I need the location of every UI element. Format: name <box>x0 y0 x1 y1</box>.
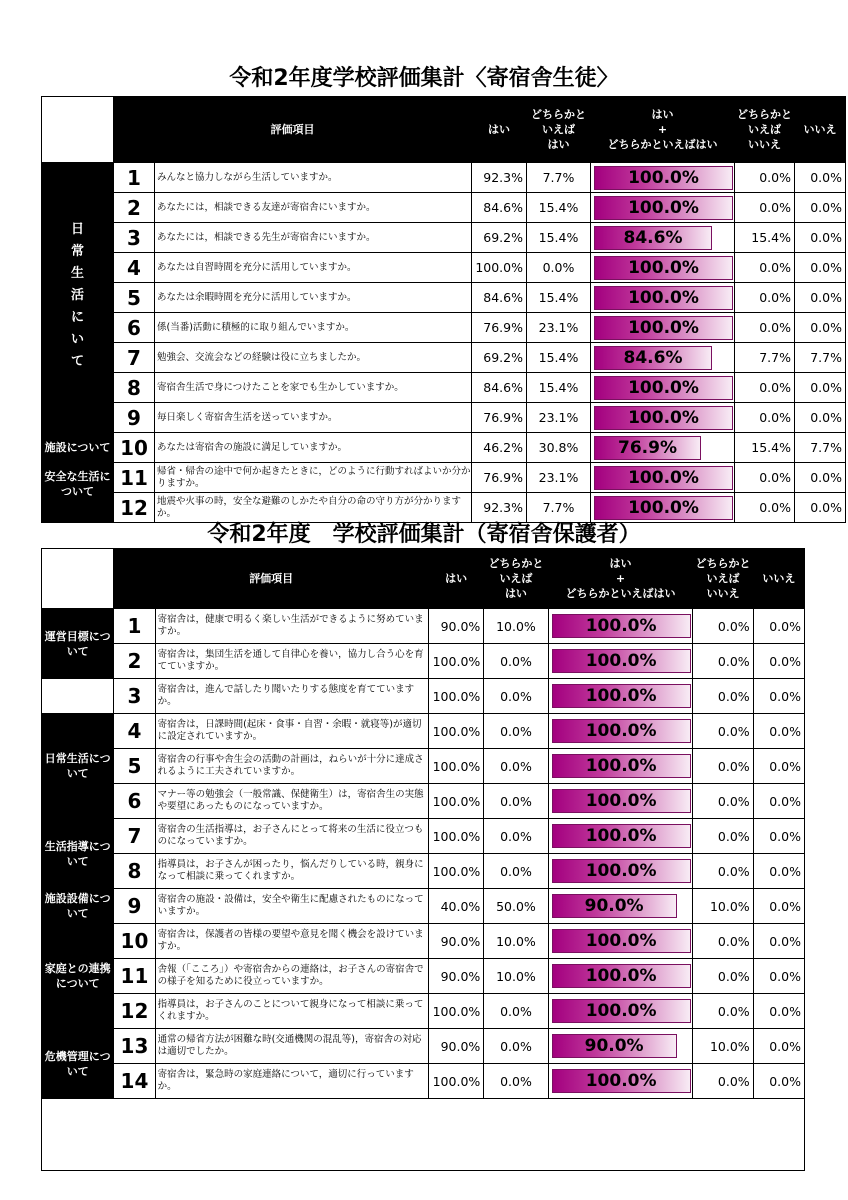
yes-percent: 76.9% <box>472 403 527 433</box>
yes-percent: 76.9% <box>472 463 527 493</box>
rather-no-percent: 7.7% <box>735 343 795 373</box>
no-percent: 0.0% <box>795 403 846 433</box>
item-number: 6 <box>114 313 155 343</box>
yes-percent: 100.0% <box>429 644 484 679</box>
table-row <box>42 924 805 959</box>
rather-no-percent: 0.0% <box>735 163 795 193</box>
item-number: 3 <box>114 223 155 253</box>
no-percent: 0.0% <box>753 854 804 889</box>
item-number: 10 <box>114 924 155 959</box>
combined-cell <box>548 819 693 854</box>
header-no: いいえ <box>753 549 804 609</box>
yes-percent: 69.2% <box>472 343 527 373</box>
rather-yes-percent: 7.7% <box>527 163 591 193</box>
header-blank <box>42 97 114 163</box>
combined-bar: 100.0% <box>594 496 733 520</box>
category-label: 家庭との連携 について <box>42 924 114 1029</box>
question-text: 毎日楽しく寄宿舎生活を送っていますか。 <box>155 403 472 433</box>
no-percent: 0.0% <box>753 749 804 784</box>
student-header-row <box>42 97 846 163</box>
rather-yes-percent: 23.1% <box>527 463 591 493</box>
item-number: 2 <box>114 193 155 223</box>
yes-percent: 100.0% <box>429 994 484 1029</box>
combined-cell <box>591 403 735 433</box>
combined-cell <box>591 463 735 493</box>
table-row <box>42 609 805 644</box>
question-text: 寄宿舎生活で身につけたことを家でも生かしていますか。 <box>155 373 472 403</box>
combined-cell <box>591 373 735 403</box>
item-number: 2 <box>114 644 155 679</box>
item-number: 12 <box>114 493 155 523</box>
category-label: 生活指導につ いて <box>42 819 114 889</box>
table-row <box>42 819 805 854</box>
item-number: 11 <box>114 463 155 493</box>
notes-box <box>41 1097 805 1171</box>
combined-cell <box>591 283 735 313</box>
combined-cell <box>548 959 693 994</box>
rather-no-percent: 0.0% <box>693 784 753 819</box>
rather-no-percent: 0.0% <box>735 463 795 493</box>
no-percent: 7.7% <box>795 343 846 373</box>
rather-no-percent: 0.0% <box>693 679 753 714</box>
rather-yes-percent: 10.0% <box>484 609 548 644</box>
question-text: あなたは余暇時間を充分に活用していますか。 <box>155 283 472 313</box>
combined-bar: 100.0% <box>594 166 733 190</box>
rather-no-percent: 0.0% <box>735 403 795 433</box>
category-label: 運営目標につ いて <box>42 609 114 679</box>
rather-yes-percent: 0.0% <box>484 854 548 889</box>
no-percent: 0.0% <box>795 313 846 343</box>
question-text: 係(当番)活動に積極的に取り組んでいますか。 <box>155 313 472 343</box>
header-no: いいえ <box>795 97 846 163</box>
table-row <box>42 679 805 714</box>
no-percent: 0.0% <box>753 889 804 924</box>
no-percent: 0.0% <box>795 223 846 253</box>
item-number: 7 <box>114 819 155 854</box>
rather-no-percent: 0.0% <box>693 924 753 959</box>
rather-yes-percent: 0.0% <box>527 253 591 283</box>
header-item: 評価項目 <box>114 97 472 163</box>
table-row <box>42 223 846 253</box>
table-row <box>42 1029 805 1064</box>
item-number: 1 <box>114 163 155 193</box>
item-number: 5 <box>114 749 155 784</box>
item-number: 3 <box>114 679 155 714</box>
rather-yes-percent: 0.0% <box>484 1029 548 1064</box>
item-number: 4 <box>114 714 155 749</box>
combined-bar: 100.0% <box>552 929 691 953</box>
yes-percent: 92.3% <box>472 163 527 193</box>
rather-no-percent: 0.0% <box>693 959 753 994</box>
combined-bar: 100.0% <box>594 256 733 280</box>
table-row <box>42 283 846 313</box>
rather-no-percent: 10.0% <box>693 889 753 924</box>
no-percent: 0.0% <box>795 283 846 313</box>
question-text: あなたは自習時間を充分に活用していますか。 <box>155 253 472 283</box>
combined-cell <box>548 749 693 784</box>
rather-yes-percent: 0.0% <box>484 994 548 1029</box>
table-row <box>42 313 846 343</box>
yes-percent: 100.0% <box>429 819 484 854</box>
item-number: 12 <box>114 994 155 1029</box>
combined-bar: 90.0% <box>552 894 677 918</box>
combined-bar: 100.0% <box>552 859 691 883</box>
no-percent: 0.0% <box>795 463 846 493</box>
combined-cell <box>548 889 693 924</box>
combined-bar: 100.0% <box>552 964 691 988</box>
table-row <box>42 889 805 924</box>
yes-percent: 40.0% <box>429 889 484 924</box>
no-percent: 0.0% <box>753 714 804 749</box>
combined-cell <box>591 223 735 253</box>
table-row <box>42 343 846 373</box>
question-text: あなたには，相談できる友達が寄宿舎にいますか。 <box>155 193 472 223</box>
rather-no-percent: 0.0% <box>693 819 753 854</box>
no-percent: 0.0% <box>753 994 804 1029</box>
category-blank <box>42 679 114 714</box>
question-text: 勉強会、交流会などの経験は役に立ちましたか。 <box>155 343 472 373</box>
question-text: あなたは寄宿舎の施設に満足していますか。 <box>155 433 472 463</box>
combined-bar: 100.0% <box>594 466 733 490</box>
no-percent: 0.0% <box>795 253 846 283</box>
rather-no-percent: 0.0% <box>735 283 795 313</box>
table-row <box>42 463 846 493</box>
yes-percent: 100.0% <box>429 714 484 749</box>
rather-yes-percent: 10.0% <box>484 924 548 959</box>
rather-no-percent: 10.0% <box>693 1029 753 1064</box>
combined-bar: 100.0% <box>552 649 691 673</box>
header-rather-no: どちらかと いえば いいえ <box>693 549 753 609</box>
rather-no-percent: 0.0% <box>693 1064 753 1099</box>
combined-cell <box>548 714 693 749</box>
rather-no-percent: 0.0% <box>693 644 753 679</box>
combined-bar: 100.0% <box>552 684 691 708</box>
category-label: 危機管理につ いて <box>42 1029 114 1099</box>
combined-bar: 90.0% <box>552 1034 677 1058</box>
question-text: 指導員は，お子さんのことについて親身になって相談に乗ってくれますか。 <box>155 994 428 1029</box>
yes-percent: 92.3% <box>472 493 527 523</box>
combined-bar: 100.0% <box>552 824 691 848</box>
question-text: 寄宿舎の行事や舎生会の活動の計画は，ねらいが十分に達成されるように工夫されていますか。 <box>155 749 428 784</box>
yes-percent: 84.6% <box>472 283 527 313</box>
combined-cell <box>548 994 693 1029</box>
question-text: マナー等の勉強会（一般常識、保健衛生）は，寄宿舎生の実態や要望にあったものになっていますか。 <box>155 784 428 819</box>
question-text: 舎報（「こころ」）や寄宿舎からの連絡は，お子さんの寄宿舎での様子を知るために役立っていますか。 <box>155 959 428 994</box>
combined-bar: 100.0% <box>594 286 733 310</box>
rather-no-percent: 0.0% <box>735 193 795 223</box>
yes-percent: 100.0% <box>429 784 484 819</box>
rather-yes-percent: 23.1% <box>527 403 591 433</box>
yes-percent: 90.0% <box>429 609 484 644</box>
yes-percent: 90.0% <box>429 959 484 994</box>
header-blank <box>42 549 114 609</box>
combined-cell <box>548 1029 693 1064</box>
guardian-survey-title: 令和2年度 学校評価集計（寄宿舎保護者） <box>207 522 641 547</box>
rather-yes-percent: 0.0% <box>484 749 548 784</box>
header-item: 評価項目 <box>114 549 429 609</box>
combined-cell <box>591 163 735 193</box>
student-survey-title: 令和2年度学校評価集計〈寄宿舎生徒〉 <box>229 66 619 91</box>
item-number: 5 <box>114 283 155 313</box>
item-number: 11 <box>114 959 155 994</box>
rather-no-percent: 15.4% <box>735 223 795 253</box>
category-label: 日 常 生 活 に い て <box>42 163 114 433</box>
rather-no-percent: 15.4% <box>735 433 795 463</box>
category-label: 施設設備につ いて <box>42 889 114 924</box>
combined-cell <box>548 854 693 889</box>
combined-bar: 100.0% <box>552 789 691 813</box>
table-row <box>42 994 805 1029</box>
yes-percent: 46.2% <box>472 433 527 463</box>
table-row <box>42 433 846 463</box>
header-rather-yes: どちらかと いえば はい <box>527 97 591 163</box>
question-text: 寄宿舎は，緊急時の家庭連絡について，適切に行っていますか。 <box>155 1064 428 1099</box>
yes-percent: 90.0% <box>429 1029 484 1064</box>
yes-percent: 84.6% <box>472 373 527 403</box>
yes-percent: 84.6% <box>472 193 527 223</box>
no-percent: 7.7% <box>795 433 846 463</box>
no-percent: 0.0% <box>753 819 804 854</box>
rather-yes-percent: 15.4% <box>527 283 591 313</box>
question-text: 寄宿舎は，健康で明るく楽しい生活ができるように努めていますか。 <box>155 609 428 644</box>
no-percent: 0.0% <box>753 644 804 679</box>
item-number: 8 <box>114 854 155 889</box>
combined-cell <box>548 1064 693 1099</box>
rather-yes-percent: 15.4% <box>527 373 591 403</box>
yes-percent: 69.2% <box>472 223 527 253</box>
rather-yes-percent: 15.4% <box>527 193 591 223</box>
header-combined: はい + どちらかといえばはい <box>591 97 735 163</box>
combined-bar: 100.0% <box>552 719 691 743</box>
header-yes: はい <box>429 549 484 609</box>
rather-yes-percent: 15.4% <box>527 343 591 373</box>
combined-cell <box>548 924 693 959</box>
header-rather-no: どちらかと いえば いいえ <box>735 97 795 163</box>
table-row <box>42 714 805 749</box>
rather-no-percent: 0.0% <box>735 253 795 283</box>
rather-yes-percent: 23.1% <box>527 313 591 343</box>
table-row <box>42 163 846 193</box>
table-row <box>42 644 805 679</box>
rather-yes-percent: 30.8% <box>527 433 591 463</box>
no-percent: 0.0% <box>753 679 804 714</box>
guardian-header-row <box>42 549 805 609</box>
table-row <box>42 373 846 403</box>
item-number: 10 <box>114 433 155 463</box>
no-percent: 0.0% <box>753 924 804 959</box>
table-row <box>42 854 805 889</box>
rather-no-percent: 0.0% <box>735 493 795 523</box>
combined-cell <box>591 493 735 523</box>
question-text: 帰省・帰舎の途中で何か起きたときに，どのように行動すればよいか分かりますか。 <box>155 463 472 493</box>
no-percent: 0.0% <box>795 373 846 403</box>
no-percent: 0.0% <box>753 1064 804 1099</box>
table-row <box>42 493 846 523</box>
question-text: 寄宿舎は，集団生活を通して自律心を養い，協力し合う心を育てていますか。 <box>155 644 428 679</box>
question-text: 通常の帰省方法が困難な時(交通機関の混乱等)，寄宿舎の対応は適切でしたか。 <box>155 1029 428 1064</box>
combined-bar: 84.6% <box>594 226 712 250</box>
category-label: 日常生活につ いて <box>42 714 114 819</box>
combined-cell <box>591 433 735 463</box>
rather-yes-percent: 0.0% <box>484 679 548 714</box>
yes-percent: 100.0% <box>472 253 527 283</box>
category-label: 安全な生活に ついて <box>42 463 114 523</box>
combined-bar: 100.0% <box>594 196 733 220</box>
combined-bar: 100.0% <box>594 376 733 400</box>
question-text: 寄宿舎は，進んで話したり聞いたりする態度を育てていますか。 <box>155 679 428 714</box>
yes-percent: 100.0% <box>429 1064 484 1099</box>
rather-no-percent: 0.0% <box>735 373 795 403</box>
rather-no-percent: 0.0% <box>693 749 753 784</box>
yes-percent: 90.0% <box>429 924 484 959</box>
rather-yes-percent: 7.7% <box>527 493 591 523</box>
rather-no-percent: 0.0% <box>693 714 753 749</box>
combined-cell <box>548 679 693 714</box>
item-number: 14 <box>114 1064 155 1099</box>
table-row <box>42 959 805 994</box>
item-number: 7 <box>114 343 155 373</box>
table-row <box>42 193 846 223</box>
yes-percent: 76.9% <box>472 313 527 343</box>
item-number: 4 <box>114 253 155 283</box>
combined-cell <box>548 609 693 644</box>
guardian-evaluation-table <box>41 548 805 1099</box>
combined-cell <box>591 343 735 373</box>
rather-yes-percent: 0.0% <box>484 644 548 679</box>
rather-yes-percent: 0.0% <box>484 819 548 854</box>
item-number: 1 <box>114 609 155 644</box>
question-text: 寄宿舎は，保護者の皆様の要望や意見を聞く機会を設けていますか。 <box>155 924 428 959</box>
category-label: 施設について <box>42 433 114 463</box>
item-number: 9 <box>114 403 155 433</box>
item-number: 6 <box>114 784 155 819</box>
header-yes: はい <box>472 97 527 163</box>
table-row <box>42 749 805 784</box>
question-text: 寄宿舎は，日課時間(起床・食事・自習・余暇・就寝等)が適切に設定されていますか。 <box>155 714 428 749</box>
combined-bar: 100.0% <box>552 999 691 1023</box>
rather-yes-percent: 0.0% <box>484 1064 548 1099</box>
table-row <box>42 784 805 819</box>
header-rather-yes: どちらかと いえば はい <box>484 549 548 609</box>
rather-yes-percent: 10.0% <box>484 959 548 994</box>
combined-bar: 100.0% <box>552 754 691 778</box>
rather-yes-percent: 0.0% <box>484 784 548 819</box>
question-text: 寄宿舎の施設・設備は，安全や衛生に配慮されたものになっていますか。 <box>155 889 428 924</box>
rather-no-percent: 0.0% <box>693 854 753 889</box>
combined-bar: 100.0% <box>594 316 733 340</box>
question-text: みんなと協力しながら生活していますか。 <box>155 163 472 193</box>
item-number: 13 <box>114 1029 155 1064</box>
combined-bar: 76.9% <box>594 436 701 460</box>
no-percent: 0.0% <box>753 959 804 994</box>
combined-bar: 100.0% <box>552 614 691 638</box>
table-row <box>42 253 846 283</box>
rather-yes-percent: 0.0% <box>484 714 548 749</box>
combined-cell <box>548 644 693 679</box>
rather-no-percent: 0.0% <box>693 994 753 1029</box>
no-percent: 0.0% <box>795 193 846 223</box>
no-percent: 0.0% <box>753 784 804 819</box>
item-number: 8 <box>114 373 155 403</box>
combined-bar: 84.6% <box>594 346 712 370</box>
combined-bar: 100.0% <box>594 406 733 430</box>
question-text: 指導員は，お子さんが困ったり，悩んだりしている時，親身になって相談に乗ってくれますか。 <box>155 854 428 889</box>
question-text: あなたには，相談できる先生が寄宿舎にいますか。 <box>155 223 472 253</box>
student-evaluation-table <box>41 96 846 523</box>
no-percent: 0.0% <box>753 609 804 644</box>
question-text: 地震や火事の時，安全な避難のしかたや自分の命の守り方が分かりますか。 <box>155 493 472 523</box>
question-text: 寄宿舎の生活指導は，お子さんにとって将来の生活に役立つものになっていますか。 <box>155 819 428 854</box>
combined-bar: 100.0% <box>552 1069 691 1093</box>
rather-no-percent: 0.0% <box>735 313 795 343</box>
table-row <box>42 403 846 433</box>
yes-percent: 100.0% <box>429 749 484 784</box>
yes-percent: 100.0% <box>429 854 484 889</box>
no-percent: 0.0% <box>795 163 846 193</box>
header-combined: はい + どちらかといえばはい <box>548 549 693 609</box>
combined-cell <box>591 193 735 223</box>
combined-cell <box>548 784 693 819</box>
rather-yes-percent: 50.0% <box>484 889 548 924</box>
no-percent: 0.0% <box>795 493 846 523</box>
rather-no-percent: 0.0% <box>693 609 753 644</box>
table-row <box>42 1064 805 1099</box>
yes-percent: 100.0% <box>429 679 484 714</box>
no-percent: 0.0% <box>753 1029 804 1064</box>
combined-cell <box>591 313 735 343</box>
item-number: 9 <box>114 889 155 924</box>
combined-cell <box>591 253 735 283</box>
rather-yes-percent: 15.4% <box>527 223 591 253</box>
